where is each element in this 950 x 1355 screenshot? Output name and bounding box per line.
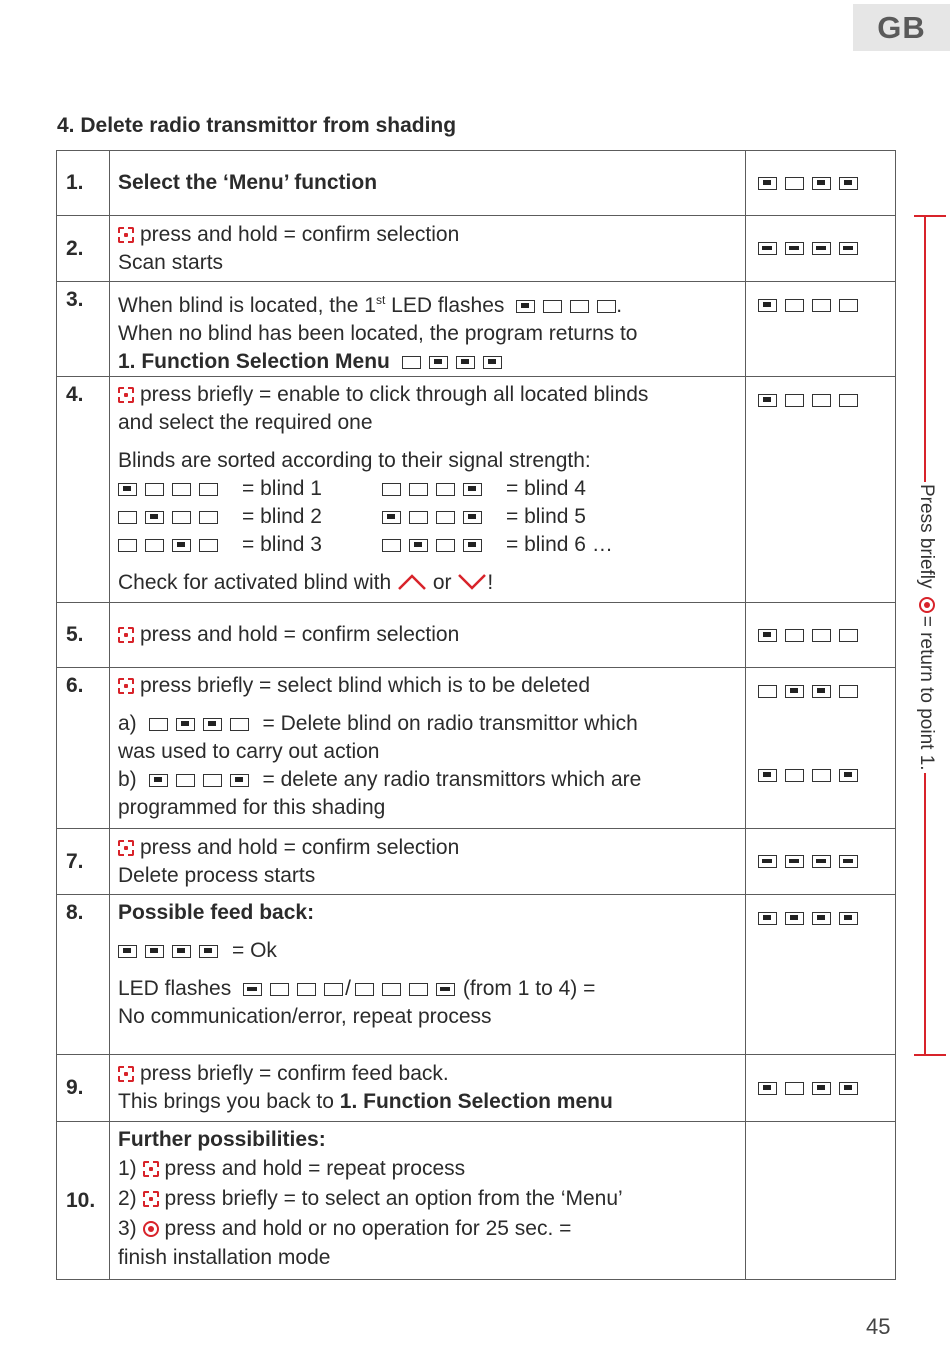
led-icon — [812, 769, 831, 782]
led-icon — [839, 299, 858, 312]
led-icon — [270, 983, 289, 996]
led-icon — [172, 483, 191, 496]
led-indicator — [746, 668, 896, 829]
step-text-line: Delete process starts — [118, 863, 316, 887]
step-text — [110, 151, 746, 216]
program-button-icon — [118, 1066, 134, 1082]
led-icon — [812, 1082, 831, 1095]
step-text-line: press and hold = confirm selection — [140, 835, 460, 859]
led-icon — [409, 539, 428, 552]
step-row-7 — [57, 829, 896, 895]
led-icon — [812, 177, 831, 190]
step-text-line: = Ok — [232, 939, 277, 962]
step-text-line: 1. Function Selection Menu — [118, 350, 390, 373]
led-icon — [243, 983, 262, 996]
step-row-9 — [57, 1055, 896, 1122]
step-text — [110, 377, 746, 603]
led-icon — [839, 1082, 858, 1095]
step-text — [110, 1055, 746, 1122]
led-icon — [199, 511, 218, 524]
led-icon — [203, 774, 222, 787]
led-icon — [758, 1082, 777, 1095]
step-text-line: programmed for this shading — [118, 796, 386, 819]
led-icon — [382, 983, 401, 996]
blind-label: = blind 6 … — [506, 533, 613, 556]
blind-list-row — [118, 531, 737, 559]
page-number: 45 — [866, 1314, 891, 1339]
blind-label: = blind 3 — [242, 533, 322, 556]
step-text-line: 1) — [118, 1157, 137, 1180]
program-button-icon — [118, 387, 134, 403]
led-icon — [436, 511, 455, 524]
led-icon — [382, 483, 401, 496]
step-number: 3. — [57, 282, 110, 377]
led-icon — [172, 945, 191, 958]
led-icon — [145, 511, 164, 524]
led-icon — [785, 685, 804, 698]
program-button-icon — [118, 678, 134, 694]
language-tab: GB — [853, 4, 950, 51]
program-button-icon — [143, 1191, 159, 1207]
step-text-line: press briefly = select blind which is to be deleted — [140, 674, 590, 697]
led-icon — [758, 177, 777, 190]
led-icon — [176, 774, 195, 787]
led-icon — [382, 511, 401, 524]
led-icon — [176, 718, 195, 731]
led-icon — [839, 177, 858, 190]
led-icon — [839, 912, 858, 925]
led-icon — [463, 539, 482, 552]
side-bracket-cap — [914, 1054, 946, 1056]
led-icon — [199, 539, 218, 552]
step-text — [110, 668, 746, 829]
program-button-icon — [118, 840, 134, 856]
step-text-line: press and hold = repeat process — [164, 1157, 466, 1180]
step-text-line: . — [616, 294, 623, 317]
step-row-2 — [57, 216, 896, 282]
led-icon — [203, 718, 222, 731]
led-icon — [402, 356, 421, 369]
step-number: 9. — [57, 1055, 110, 1122]
led-icon — [758, 242, 777, 255]
led-icon — [812, 299, 831, 312]
step-number: 7. — [57, 829, 110, 895]
section-title: 4. Delete radio transmittor from shading — [57, 114, 457, 137]
step-number: 10. — [57, 1122, 110, 1280]
superscript: st — [376, 293, 386, 307]
led-icon — [409, 483, 428, 496]
step-text-line: was used to carry out action — [118, 740, 380, 763]
step-text-line: a) — [118, 712, 137, 735]
step-text-line: This brings you back to — [118, 1090, 340, 1113]
led-icon — [145, 539, 164, 552]
blind-list-row — [118, 475, 737, 503]
led-icon — [839, 629, 858, 642]
step-text-line: When no blind has been located, the program returns to — [118, 322, 638, 345]
led-indicator — [746, 829, 896, 895]
blind-label: = blind 2 — [242, 505, 322, 528]
led-icon — [812, 242, 831, 255]
step-number: 5. — [57, 603, 110, 668]
led-icon — [230, 718, 249, 731]
led-icon — [355, 983, 374, 996]
led-icon — [785, 177, 804, 190]
led-icon — [785, 242, 804, 255]
led-icon — [597, 300, 616, 313]
step-text-line: LED flashes — [385, 294, 505, 317]
blind-label: = blind 4 — [506, 477, 586, 500]
led-icon — [758, 685, 777, 698]
side-note — [915, 482, 937, 773]
led-icon — [812, 629, 831, 642]
led-icon — [172, 539, 191, 552]
led-icon — [839, 242, 858, 255]
led-icon — [839, 855, 858, 868]
step-row-5 — [57, 603, 896, 668]
led-icon — [812, 912, 831, 925]
led-indicator — [746, 216, 896, 282]
led-icon — [785, 394, 804, 407]
step-row-1 — [57, 151, 896, 216]
led-icon — [570, 300, 589, 313]
led-icon — [409, 511, 428, 524]
arrow-down-icon — [457, 573, 487, 591]
led-icon — [758, 629, 777, 642]
step-number: 8. — [57, 895, 110, 1055]
led-icon — [516, 300, 535, 313]
led-icon — [839, 394, 858, 407]
led-indicator — [746, 151, 896, 216]
program-button-icon — [143, 1161, 159, 1177]
step-text-line: ! — [487, 571, 494, 594]
step-text-line: 1. Function Selection menu — [339, 1090, 613, 1113]
step-text-line: = delete any radio transmittors which are — [262, 768, 642, 791]
step-text-line: Select the ‘Menu’ function — [118, 171, 378, 194]
led-icon — [230, 774, 249, 787]
step-text — [110, 282, 746, 377]
step-text-line: No communication/error, repeat process — [118, 1005, 492, 1028]
led-icon — [839, 769, 858, 782]
led-indicator — [746, 282, 896, 377]
led-indicator — [746, 377, 896, 603]
step-text — [110, 603, 746, 668]
led-icon — [118, 945, 137, 958]
led-icon — [429, 356, 448, 369]
step-text-line: press and hold = confirm selection — [140, 623, 460, 646]
program-button-icon — [118, 227, 134, 243]
blind-label: = blind 1 — [242, 477, 322, 500]
step-number: 6. — [57, 668, 110, 829]
step-row-8 — [57, 895, 896, 1055]
step-text-line: 2) — [118, 1187, 137, 1210]
led-icon — [758, 299, 777, 312]
step-text-line: When blind is located, the 1 — [118, 294, 376, 317]
step-number: 1. — [57, 151, 110, 216]
led-icon — [118, 483, 137, 496]
step-text-line: b) — [118, 768, 137, 791]
arrow-up-icon — [397, 573, 427, 591]
led-icon — [118, 539, 137, 552]
led-icon — [145, 483, 164, 496]
step-text-line: press and hold = confirm selection — [140, 222, 460, 246]
stop-button-icon — [143, 1221, 159, 1237]
step-text-line: Possible feed back: — [118, 901, 315, 924]
side-bracket-cap — [914, 215, 946, 217]
led-icon — [172, 511, 191, 524]
led-icon — [456, 356, 475, 369]
step-text-line: 3) — [118, 1217, 137, 1240]
led-icon — [297, 983, 316, 996]
blind-list-row — [118, 503, 737, 531]
led-icon — [785, 769, 804, 782]
step-row-4 — [57, 377, 896, 603]
step-text-line: LED flashes — [118, 977, 232, 1000]
led-icon — [199, 945, 218, 958]
led-indicator — [746, 603, 896, 668]
program-button-icon — [118, 627, 134, 643]
led-icon — [463, 483, 482, 496]
step-text-line: press briefly = enable to click through all located blinds — [140, 383, 649, 406]
step-text-line: finish installation mode — [118, 1246, 331, 1269]
led-icon — [199, 483, 218, 496]
steps-table — [56, 150, 896, 1280]
step-text-line: and select the required one — [118, 411, 373, 434]
step-text-line: Check for activated blind with — [118, 571, 392, 594]
step-text-line: Further possibilities: — [118, 1128, 326, 1151]
step-number: 4. — [57, 377, 110, 603]
step-text: Possible feed back: = Ok LED flashes / (from 1 to 4) = No communication/error, repeat process — [110, 895, 746, 1055]
led-icon — [483, 356, 502, 369]
step-text — [110, 216, 746, 282]
led-icon — [145, 945, 164, 958]
led-icon — [785, 629, 804, 642]
step-text-line: or — [432, 571, 452, 594]
led-icon — [758, 769, 777, 782]
led-icon — [758, 912, 777, 925]
led-icon — [436, 483, 455, 496]
led-icon — [785, 299, 804, 312]
step-row-6 — [57, 668, 896, 829]
step-text-line: (from 1 to 4) = — [462, 977, 596, 1000]
led-icon — [785, 1082, 804, 1095]
led-icon — [543, 300, 562, 313]
step-text-line: Scan starts — [118, 250, 224, 274]
led-icon — [436, 539, 455, 552]
led-icon — [149, 718, 168, 731]
led-indicator — [746, 1055, 896, 1122]
step-row-3 — [57, 282, 896, 377]
side-note-text: Press briefly — [916, 484, 937, 589]
step-text — [110, 1122, 746, 1280]
led-icon — [118, 511, 137, 524]
step-text — [110, 829, 746, 895]
led-icon — [436, 983, 455, 996]
led-icon — [324, 983, 343, 996]
step-text-line: press briefly = to select an option from the ‘Menu’ — [164, 1187, 623, 1210]
step-number: 2. — [57, 216, 110, 282]
led-icon — [758, 855, 777, 868]
led-icon — [758, 394, 777, 407]
led-indicator — [746, 895, 896, 1055]
blind-label: = blind 5 — [506, 505, 586, 528]
led-icon — [463, 511, 482, 524]
step-row-10 — [57, 1122, 896, 1280]
led-icon — [812, 855, 831, 868]
led-icon — [409, 983, 428, 996]
stop-button-icon — [919, 597, 935, 613]
led-icon — [785, 855, 804, 868]
led-indicator — [746, 1122, 896, 1280]
led-icon — [785, 912, 804, 925]
led-icon — [839, 685, 858, 698]
side-note-text: = return to point 1. — [916, 615, 937, 771]
step-text-line: = Delete blind on radio transmittor which — [262, 712, 638, 735]
step-text-line: press briefly = confirm feed back. — [140, 1062, 449, 1085]
led-icon — [382, 539, 401, 552]
led-icon — [812, 394, 831, 407]
led-icon — [149, 774, 168, 787]
step-text-line: Blinds are sorted according to their signal strength: — [118, 449, 591, 472]
led-icon — [812, 685, 831, 698]
step-text-line: press and hold or no operation for 25 sec. = — [164, 1217, 572, 1240]
